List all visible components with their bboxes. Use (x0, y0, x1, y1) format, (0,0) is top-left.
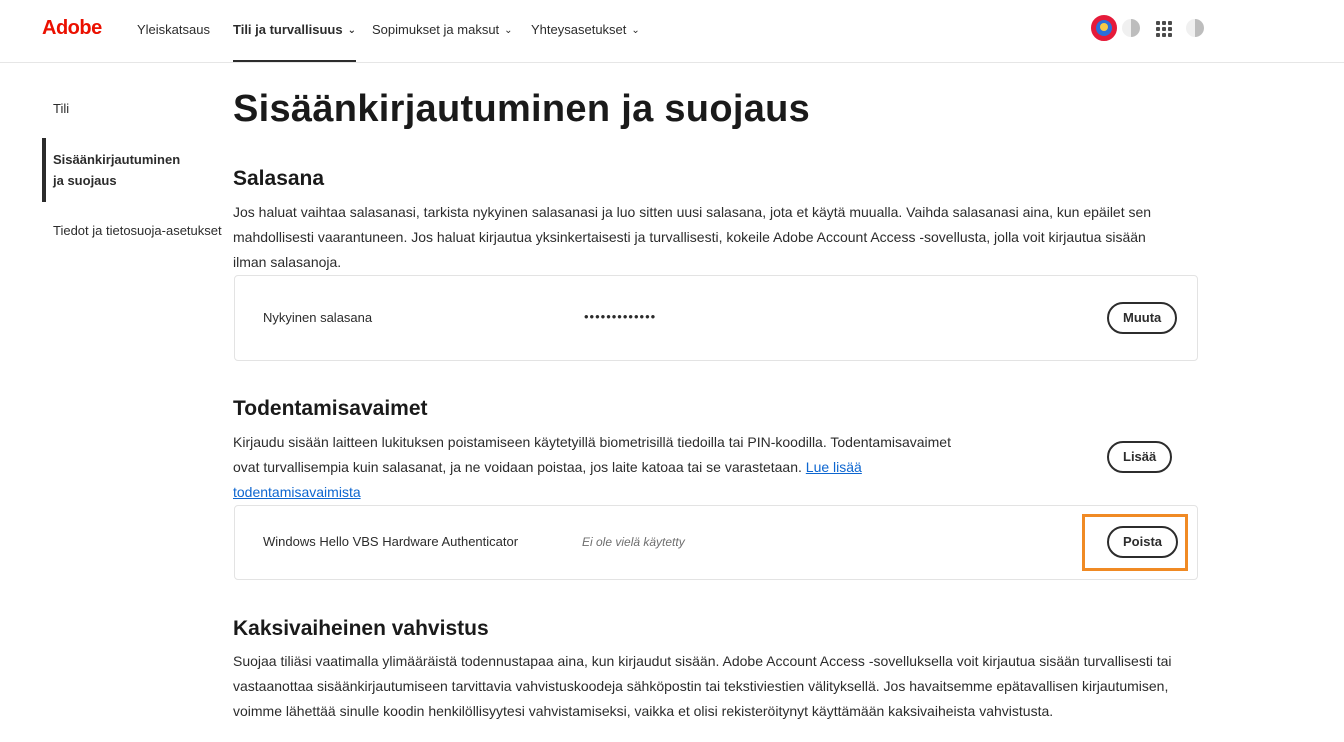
profile-indicator-icon[interactable] (1122, 19, 1140, 37)
password-heading: Salasana (233, 167, 325, 190)
chevron-down-icon: ⌄ (631, 25, 640, 36)
chevron-down-icon: ⌄ (504, 25, 513, 36)
nav-item-account-security[interactable] (233, 0, 356, 62)
nav-item-label: Sopimukset ja maksut (372, 22, 500, 37)
sidebar-active-indicator (42, 138, 46, 202)
user-avatar-icon[interactable] (1186, 19, 1204, 37)
passkeys-heading: Todentamisavaimet (233, 397, 428, 420)
current-password-value: ••••••••••••• (584, 309, 657, 324)
nav-item-label: Tili ja turvallisuus (233, 22, 343, 37)
nav-item-label: Yhteysasetukset (531, 22, 627, 37)
change-password-button[interactable]: Muuta (1107, 302, 1177, 334)
learn-more-passkeys-link[interactable]: Lue lisää todentamisavaimista (233, 459, 862, 500)
remove-button-highlight (1082, 514, 1188, 571)
top-navigation-bar (0, 0, 1344, 63)
sidebar-item-account[interactable]: Tili (53, 101, 70, 116)
password-card (234, 275, 1198, 361)
current-password-label: Nykyinen salasana (263, 310, 373, 325)
nav-item-overview[interactable] (137, 0, 210, 62)
sidebar-item-signin-security[interactable]: Sisäänkirjautuminen ja suojaus (53, 152, 181, 188)
app-avatar-icon[interactable] (1091, 15, 1117, 41)
chevron-down-icon: ⌄ (347, 25, 356, 36)
adobe-logo[interactable]: Adobe (42, 17, 102, 39)
password-description: Jos haluat vaihtaa salasanasi, tarkista nykyinen salasanasi ja luo sitten uusi salasana, jota et käytä muualla. Vaihda salasanasi aina, kun epäilet sen mahdollisesti vaarantuneen. Jos haluat kirjautua yksinkertaisesti ja turvallisesti, kokeile Adobe Account Access -sovellusta, jolla voit kirjautua sisään ilman salasanoja. (233, 204, 1152, 270)
nav-item-plans-payments[interactable] (372, 0, 513, 62)
two-factor-heading: Kaksivaiheinen vahvistus (233, 617, 489, 640)
nav-item-communication-preferences[interactable] (531, 0, 640, 62)
passkeys-description (233, 430, 953, 505)
page-title: Sisäänkirjautuminen ja suojaus (233, 88, 811, 130)
sidebar-item-privacy-settings[interactable]: Tiedot ja tietosuoja-asetukset (53, 223, 222, 238)
remove-passkey-button[interactable]: Poista (1107, 526, 1178, 558)
nav-item-label: Yleiskatsaus (137, 22, 210, 37)
passkey-status: Ei ole vielä käytetty (582, 535, 685, 549)
two-factor-description: Suojaa tiliäsi vaatimalla ylimääräistä todennustapaa aina, kun kirjaudut sisään. Adobe Account Access -sovelluksella voit kirjautua sisään turvallisesti tai vastaanottaa sisäänkirjautumiseen tarvittavia vahvistuskoodeja sähköpostin tai tekstiviestien välityksellä. Jos havaitsemme epätavallisen kirjautumisen, voimme lähettää sinulle koodin henkilöllisyytesi vahvistamiseksi, vaikka et olisi rekisteröitynyt käyttämään kaksivaiheista vahvistusta. (233, 653, 1172, 719)
add-passkey-button[interactable]: Lisää (1107, 441, 1172, 473)
passkeys-description-text: Kirjaudu sisään laitteen lukituksen poistamiseen käytetyillä biometrisillä tiedoilla tai PIN-koodilla. Todentamisavaimet ovat turvallisempia kuin salasanat, ja ne voidaan poistaa, jos laite katoaa tai se varastetaan. (233, 434, 951, 475)
passkey-name: Windows Hello VBS Hardware Authenticator (263, 534, 519, 549)
apps-grid-icon[interactable] (1156, 21, 1172, 37)
passkey-item-card (234, 505, 1198, 580)
